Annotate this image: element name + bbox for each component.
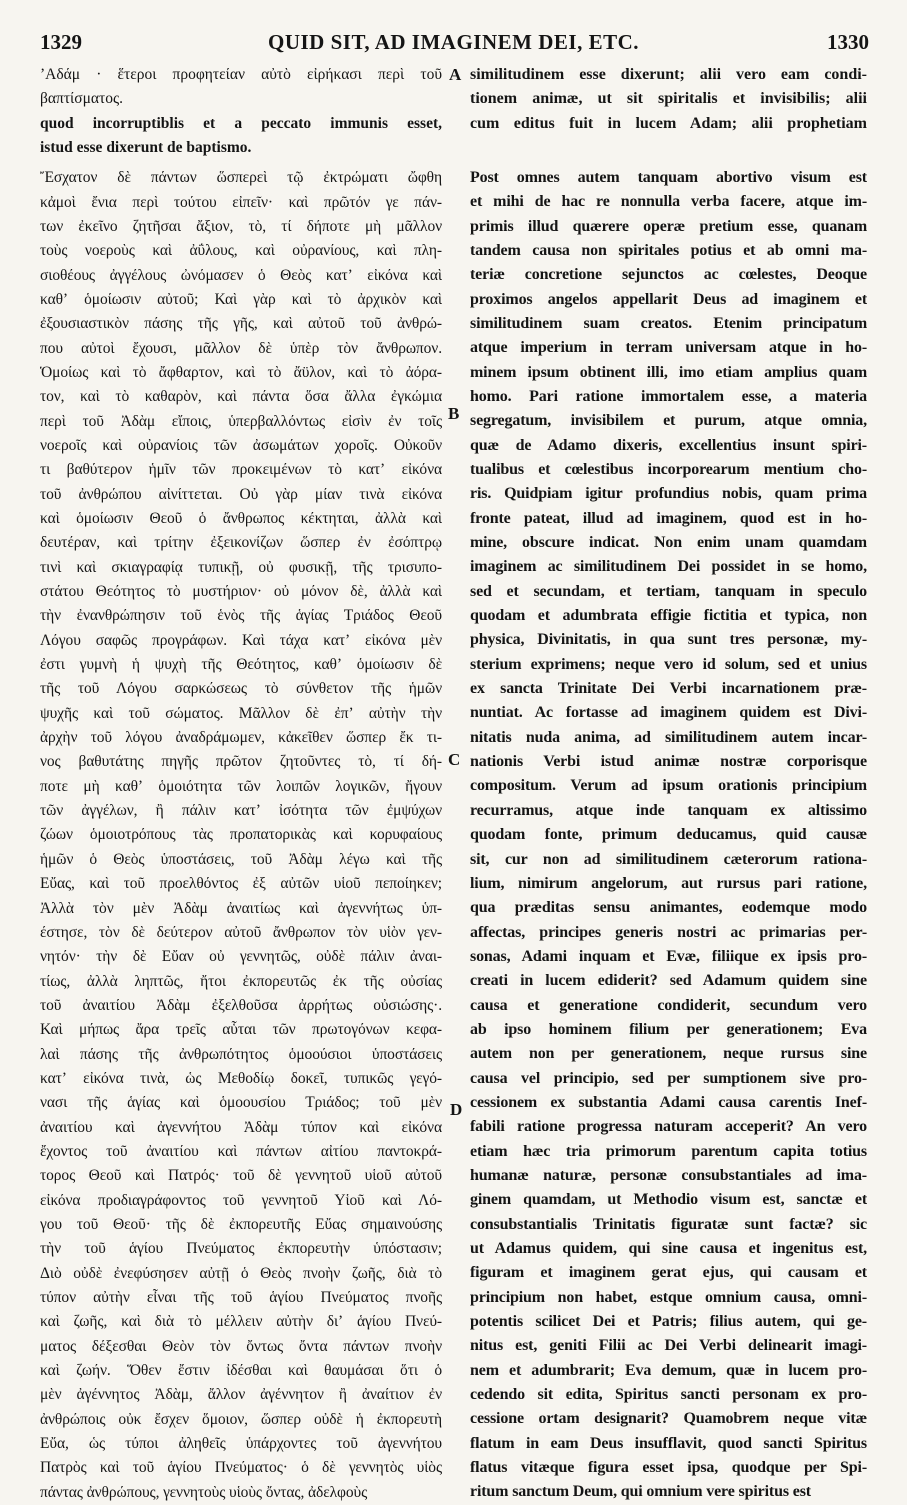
text-line: καὶ ὁμοίωσιν Θεοῦ ὁ ἄνθρωπος κέκτηται, ἀλλὰ καὶ — [40, 510, 442, 527]
page-number-right: 1330 — [827, 30, 869, 54]
text-line: istud esse dixerunt de baptismo. — [40, 138, 252, 156]
text-line: τῆς τοῦ Λόγου σαρκώσεως τὸ σύνθετον τῆς ἡμῶν — [40, 680, 442, 698]
text-line: των ἐκεῖνο ζητῆσαι ἄξιον, τὸ, τί δήποτε μὴ μᾶλλον — [40, 217, 442, 235]
text-line: τινὶ καὶ σκιαγραφίᾳ τυπικῇ, οὐ φυσικῇ, τῆς τρισυπο- — [40, 558, 442, 576]
text-line: causa et generatione condiderit, secundum vero — [470, 996, 867, 1014]
text-line: ἔχοντος τοῦ ἀναιτίου καὶ πάντων αἰτίου παντοκρά- — [40, 1142, 442, 1160]
text-line: potentis scilicet Dei et Patris; filius autem, qui ge- — [470, 1313, 867, 1331]
text-line: κἀμοὶ ἔνια περὶ τούτου εἰπεῖν· καὶ πρῶτόν γε πάν- — [40, 193, 442, 211]
text-line: ab ipso hominem filium per generationem; Eva — [470, 1020, 867, 1038]
text-line: compositum. Verum ad ipsum orationis principium — [470, 777, 867, 795]
text-line: ut Adamus quidem, qui sine causa et ingenitus est, — [470, 1240, 867, 1258]
text-line: τῶν ἀγγέλων, ἢ πάλιν κατʼ ἰσότητα τῶν ἐμψύχων — [40, 802, 442, 820]
text-line: ζώων ὁμοιοτρόπους τὰς προπατορικὰς καὶ κορυφαίους — [40, 826, 442, 844]
text-line: καὶ ζωήν. Ὅθεν ἔστιν ἰδέσθαι καὶ θαυμάσαι ὅτι ὁ — [40, 1362, 442, 1380]
running-header — [0, 30, 907, 60]
text-line: Εὔα, ὡς τύποι ἀληθεῖς ὑπάρχοντες τοῦ ἀγεννήτου — [40, 1435, 442, 1453]
text-line: καὶ ζωῆς, καὶ διὰ τὸ μέλλειν αὐτὴν διʼ ἁγίου Πνεύ- — [40, 1313, 442, 1331]
text-line: similitudinem suam creatos. Etenim principatum — [470, 314, 867, 332]
text-line: mine, obscure indicat. Non enim unam quamdam — [470, 534, 867, 552]
text-line: σιοθέους ἀγγέλους ὠνόμασεν ὁ Θεὸς κατʼ εἰκόνα καὶ — [40, 266, 442, 284]
text-line: causa vel principio, sed per sumptionem sive pro- — [470, 1069, 867, 1087]
text-line: κατʼ εἰκόνα τινὰ, ὡς Μεθοδίῳ δοκεῖ, τυπικῶς γεγό- — [40, 1069, 442, 1087]
text-line: Καὶ μήπως ἄρα τρεῖς αὗται τῶν πρωτογόνων κεφα- — [40, 1021, 442, 1039]
text-line: νοεροῖς καὶ οὐρανίοις τῶν ἀσωμάτων χοροῖς. Οὐκοῦν — [40, 436, 442, 454]
text-line: καθʼ ὁμοίωσιν αὐτοῦ; Καὶ γὰρ καὶ τὸ ἀρχικὸν καὶ — [40, 290, 442, 308]
text-line: nitus est, geniti Filii ac Dei Verbi delinearit imagi- — [470, 1337, 867, 1355]
text-line: autem non per generationem, neque rursus sine — [470, 1045, 867, 1063]
text-line: imaginem ac similitudinem Dei possidet in se homo, — [470, 558, 867, 576]
text-line: primis illud quærere operæ pretium esse, quanam — [470, 217, 867, 235]
text-line: et mihi de hac re nonnulla verba facere, atque im- — [470, 193, 867, 211]
text-line: ἀνθρώποις οὐκ ἔσχεν ὅμοιον, ὥσπερ οὐδὲ ἡ ἐκπορευτὴ — [40, 1410, 442, 1428]
text-line: physica, Divinitatis, in qua sunt tres personæ, my- — [470, 631, 867, 649]
text-line: creati in lucem ediderit? sed Adamum quidem sine — [470, 972, 867, 990]
text-line: sonas, Adami inquam et Evæ, filiique ex ipsis pro- — [470, 947, 867, 965]
text-line: minem ipsum obtinent illi, imo etiam amplius quam — [470, 363, 867, 381]
text-line: Διὸ οὐδὲ ἐνεφύσησεν αὐτῇ ὁ Θεὸς πνοὴν ζωῆς, διὰ τὸ — [40, 1264, 442, 1282]
text-line: qua præditas sensu animantes, eodemque modo — [470, 899, 867, 917]
text-line: teriæ concretione sejunctos ac cœlestes, Deoque — [470, 266, 867, 284]
text-line: homo. Pari ratione immortalem esse, a materia — [470, 387, 867, 405]
page-number-left: 1329 — [40, 30, 82, 54]
text-line: figuram et imaginem gerat ejus, qui causam et — [470, 1264, 867, 1282]
text-line: πάντας ἀνθρώπους, γεννητοὺς υἱοὺς ὄντας, ἀδελφοὺς — [40, 1483, 368, 1501]
text-line: ἀναιτίου καὶ ἀγεννήτου Ἀδὰμ τύπον καὶ εἰκόνα — [40, 1118, 442, 1136]
text-line: tionem animæ, ut sit spiritalis et invisibilis; alii — [470, 90, 867, 108]
text-line: εἰκόνα προδιαγράφοντος τοῦ γεννητοῦ Υἱοῦ καὶ Λό- — [40, 1191, 442, 1209]
text-line: humanæ naturæ, personæ consubstantiales ad ima- — [470, 1166, 867, 1184]
text-line: cedendo sit edita, Spiritus sancti personam ex pro- — [470, 1386, 867, 1404]
text-line: sterium exprimens; neque vero id solum, sed et unius — [470, 655, 867, 673]
latin-main-text — [470, 166, 867, 1505]
text-line: sed et secundam, et tertiam, tanquam in speculo — [470, 582, 867, 600]
text-line: τὴν ἐνανθρώπησιν τοῦ ἑνὸς τῆς ἁγίας Τριάδος Θεοῦ — [40, 607, 442, 625]
text-line: consubstantialis Trinitatis figuratæ sunt factæ? sic — [470, 1215, 867, 1233]
text-line: τίως, ἀλλὰ ληπτῶς, ἤτοι ἐκπορευτῶς ἐκ τῆς οὐσίας — [40, 972, 442, 990]
text-line: quod incorruptiblis et a peccato immunis esset, — [40, 114, 442, 132]
text-line: ἀρχὴν τοῦ λόγου ἀναδράμωμεν, κἀκεῖθεν ὥσπερ ἔκ τι- — [40, 729, 442, 747]
text-line: ματος δέξεσθαι Θεὸν τὸν ὄντως ὄντα πάντων πνοὴν — [40, 1337, 442, 1355]
text-line: έστησε, τὸν δὲ δεύτερον αὐτοῦ ἄνθρωπον τὸν υἱὸν γεν- — [40, 923, 442, 941]
text-line: μὲν ἀγέννητος Ἀδὰμ, ἄλλον ἀγέννητον ἢ ἀναίτιον ἐν — [40, 1386, 442, 1404]
latin-intro — [470, 63, 867, 136]
text-line: flatum in eam Deus insufflavit, quod sancti Spiritus — [470, 1434, 867, 1452]
text-line: Λόγου σαφῶς προγράφων. Καὶ τάχα κατʼ εἰκόνα μὲν — [40, 631, 442, 649]
greek-column — [40, 63, 442, 1505]
text-line: ris. Quidpiam igitur profundius nobis, quam prima — [470, 485, 867, 503]
text-line: sit, cur non ad similitudinem cæterorum rationa- — [470, 850, 867, 868]
text-line: τοὺς νοεροὺς καὶ ἀΰλους, καὶ οὐρανίους, καὶ πλη- — [40, 242, 442, 260]
text-line: τοῦ ἀνθρώπου αἰνίττεται. Οὐ γὰρ μίαν τινὰ εἰκόνα — [40, 485, 442, 503]
text-line: proximos angelos appellarit Deus ad imaginem et — [470, 290, 867, 308]
margin-marker-a: A — [449, 65, 462, 84]
text-line: τὴν τοῦ ἁγίου Πνεύματος ἐκπορευτὴν ὑπόστασιν; — [40, 1240, 442, 1258]
text-line: segregatum, invisibilem et purum, atque omnia, — [470, 412, 867, 430]
text-line: cessione ortam designarit? Quamobrem neque vitæ — [470, 1410, 867, 1428]
text-line: Εὔας, καὶ τοῦ προελθόντος ἐξ αὐτῶν υἱοῦ πεποίηκεν; — [40, 875, 442, 893]
text-line: fabili ratione progressa naturam acceperit? An vero — [470, 1118, 867, 1136]
latin-column — [470, 63, 867, 1505]
text-line: δευτέραν, καὶ τρίτην ἐξεικονίζων ὥσπερ ἐν ἐσόπτρῳ — [40, 534, 442, 552]
text-line: quodam fonte, primum deducamus, quid causæ — [470, 826, 867, 844]
text-line: τύπον αὐτὴν εἶναι τῆς τοῦ ἁγίου Πνεύματος πνοῆς — [40, 1289, 442, 1306]
text-line: ritum sanctum Deum, qui omnium vere spiritus est — [470, 1483, 811, 1501]
text-line: tandem causa non spiritales potius et ab omni ma- — [470, 241, 867, 259]
text-line: Ἔσχατον δὲ πάντων ὥσπερεὶ τῷ ἐκτρώματι ὤφθη — [40, 169, 442, 187]
text-line: fronte pateat, illud ad imaginem, quod est in ho- — [470, 509, 867, 527]
text-line: τι βαθύτερον ἡμῖν τῶν προκειμένων τὸ κατʼ εἰκόνα — [40, 461, 442, 479]
text-line: nuntiat. Ac fortasse ad imaginem quidem est Divi- — [470, 704, 867, 722]
text-line: τον, καὶ τὸ καθαρὸν, καὶ πάντα ὅσα ἄλλα ἐγκώμια — [40, 388, 442, 406]
text-line: νος βαθυτάτης πηγῆς πρῶτον ζητοῦντες τὸ, τί δή- — [40, 753, 442, 771]
text-line: που αὐτοὶ ἔχουσι, μᾶλλον δὲ ὑπὲρ τὸν ἄνθρωπον. — [40, 339, 442, 357]
margin-marker-c: C — [448, 750, 461, 769]
text-line: λαὶ πάσης τῆς ἀνθρωπότητος ὁμοούσιοι ὑποστάσεις — [40, 1045, 442, 1063]
text-line: ginem quamdam, ut Methodio visum est, sanctæ et — [470, 1191, 867, 1209]
text-line: similitudinem esse dixerunt; alii vero eam condi- — [470, 66, 867, 83]
text-line: nem et adumbrarit; Eva demum, quæ in lucem pro- — [470, 1361, 867, 1379]
text-line: atque imperium in terram universam atque in ho- — [470, 339, 867, 357]
text-line: περὶ τοῦ Ἀδὰμ εἴποις, ὑπερβαλλόντως εἰσὶν ἐν τοῖς — [40, 412, 442, 430]
margin-marker-d: D — [450, 1100, 463, 1119]
text-line: Πατρὸς καὶ τοῦ ἁγίου Πνεύματος· ὁ δὲ γεννητὸς υἱὸς — [40, 1459, 442, 1477]
text-line: cum editus fuit in lucem Adam; alii prophetiam — [470, 114, 867, 132]
greek-intro — [40, 63, 442, 160]
text-line: etiam hæc tria primorum parentum capita totius — [470, 1142, 867, 1160]
text-line: Post omnes autem tanquam abortivo visum est — [470, 168, 867, 186]
text-line: στάτου Θεότητος τὸ μυστήριον· οὐ μόνον δὲ, ἀλλὰ καὶ — [40, 583, 442, 601]
text-line: flatus vitæque figura esset ipsa, quodque per Spi- — [470, 1459, 867, 1477]
text-line: ʼΑδάμ · ἕτεροι προφητείαν αὐτὸ εἰρήκασι περὶ τοῦ — [40, 66, 442, 83]
text-line: τοῦ ἀναιτίου Ἀδὰμ ἐξελθοῦσα ἀρρήτως οὐσιώσης·. — [40, 996, 442, 1014]
text-line: principium non habet, estque omnium causa, omni- — [470, 1288, 867, 1306]
text-line: recurramus, atque inde tanquam ex altissimo — [470, 801, 867, 819]
text-line: nationis Verbi istud animæ nostræ corporisque — [470, 753, 867, 771]
margin-marker-b: B — [448, 404, 460, 423]
text-line: ἐξουσιαστικὸν πάσης τῆς γῆς, καὶ αὐτοῦ τοῦ ἀνθρώ- — [40, 315, 442, 333]
running-title: QUID SIT, AD IMAGINEM DEI, ETC. — [268, 30, 639, 54]
text-line: ποτε μὴ καθʼ ὁμοιότητα τῶν λοιπῶν λογικῶν, ἤγουν — [40, 777, 442, 795]
text-line: ex sancta Trinitate Dei Verbi incarnationem præ- — [470, 680, 867, 698]
text-line: βαπτίσματος. — [40, 90, 124, 108]
text-line: Ἀλλὰ τὸν μὲν Ἀδὰμ ἀναιτίως καὶ ἀγεννήτως ὑπ- — [40, 899, 442, 917]
greek-main-text — [40, 166, 442, 1505]
text-line: ἡμῶν ὁ Θεὸς ὑποστάσεις, τοῦ Ἀδὰμ λέγω καὶ τῆς — [40, 850, 442, 868]
text-line: nitatis nuda anima, ad similitudinem autem incar- — [470, 728, 867, 746]
text-line: lium, nimirum angelorum, aut rursus pari ratione, — [470, 874, 867, 892]
text-line: ψυχῆς καὶ τοῦ σώματος. Μᾶλλον δὲ ἐπʼ αὐτὴν τὴν — [40, 704, 442, 722]
text-line: νητόν· τὴν δὲ Εὔαν οὐ γεννητῶς, οὐδὲ πάλιν ἀναι- — [40, 948, 442, 966]
text-line: affectas, principes generis nostri ac primarias per- — [470, 923, 867, 941]
text-line: νασι τῆς ἁγίας καὶ ὁμοουσίου Τριάδος; τοῦ μὲν — [40, 1094, 442, 1112]
text-line: quodam et adumbrata effigie fictitia et typica, non — [470, 607, 867, 625]
text-line: γου τοῦ Θεοῦ· τῆς δὲ ἐκπορευτῆς Εὔας σημαινούσης — [40, 1215, 442, 1233]
text-line: τορος Θεοῦ καὶ Πατρός· τοῦ δὲ γεννητοῦ υἱοῦ αὐτοῦ — [40, 1167, 442, 1185]
text-line: quæ de Adamo dixeris, excellentius insunt spiri- — [470, 436, 867, 454]
text-line: ἐστι γυμνὴ ἡ ψυχὴ τῆς Θεότητος, καθʼ ὁμοίωσιν δὲ — [40, 656, 442, 674]
text-line: Ὁμοίως καὶ τὸ ἄφθαρτον, καὶ τὸ ἄϋλον, καὶ τὸ ἀόρα- — [40, 363, 442, 381]
text-line: tualibus et cœlestibus incorporearum mentium cho- — [470, 461, 867, 479]
paragraph-gap — [470, 142, 867, 166]
text-line: cessionem ex substantia Adami causa carentis Inef- — [470, 1093, 867, 1111]
